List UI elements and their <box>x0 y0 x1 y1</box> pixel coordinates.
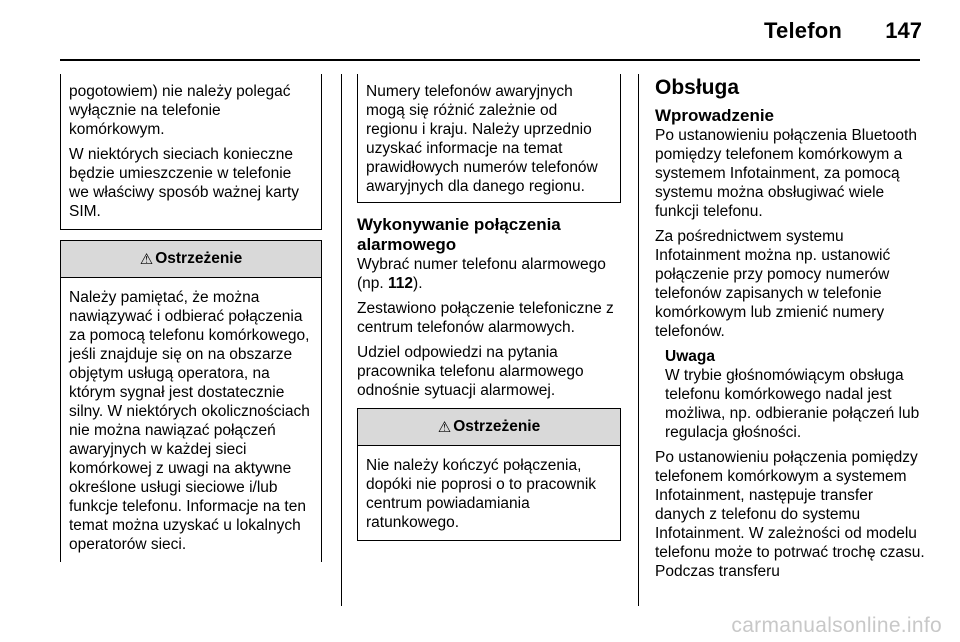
text: ). <box>413 275 423 292</box>
paragraph: pogotowiem) nie należy polegać wyłącznie na telefonie komórkowym. <box>69 83 291 138</box>
paragraph <box>357 255 621 293</box>
section-heading: Wykonywanie połączenia alarmowego <box>357 215 561 254</box>
continuation-box <box>60 74 322 230</box>
emergency-number: 112 <box>388 275 414 292</box>
note-title: Uwaga <box>665 348 715 365</box>
warning-triangle-icon: ⚠ <box>139 251 154 268</box>
column-divider <box>638 74 639 606</box>
warning-title: Ostrzeżenie <box>155 250 243 267</box>
paragraph: Zestawiono połączenie telefoniczne z centrum telefonów alarmowych. <box>357 300 614 336</box>
page-header <box>0 0 960 60</box>
section-heading: Wprowadzenie <box>655 106 775 125</box>
column-3 <box>655 72 925 587</box>
paragraph: Po ustanowieniu połączenia pomiędzy telefonem komórkowym a systemem Infotainment, następuje transfer danych z telefonu do systemu Infotainment. W zależności od modelu telefonu może to potrwać trochę czasu. Podczas transferu <box>655 449 925 580</box>
chapter-heading: Obsługa <box>655 76 740 99</box>
warning-box <box>357 408 621 541</box>
column-divider <box>341 74 342 606</box>
column-2 <box>357 74 621 541</box>
warning-header <box>358 409 620 446</box>
text: Wybrać numer telefonu alarmowego (np. <box>357 256 606 292</box>
paragraph: Numery telefonów awaryjnych mogą się różnić zależnie od regionu i kraju. Należy uprzednio uzyskać informacje na temat prawidłowych numerów telefonów awaryjnych dla danego regionu. <box>366 83 598 195</box>
warning-triangle-icon: ⚠ <box>437 419 452 436</box>
page-number: 147 <box>885 18 922 43</box>
paragraph: Udziel odpowiedzi na pytania pracownika telefonu alarmowego odnośnie sytuacji alarmowej. <box>357 344 584 399</box>
paragraph: Za pośrednictwem systemu Infotainment można np. ustanowić połączenie przy pomocy numerów telefonów zapisanych w telefonie komórkowym lub zmienić numery telefonów. <box>655 228 891 340</box>
paragraph: W niektórych sieciach konieczne będzie umieszczenie w telefonie we właściwy sposób ważnej karty SIM. <box>69 146 300 220</box>
paragraph: Po ustanowieniu połączenia Bluetooth pomiędzy telefonem komórkowym a systemem Infotainment, za pomocą systemu można obsługiwać wiele funkcji telefonu. <box>655 127 917 220</box>
note-text: W trybie głośnomówiącym obsługa telefonu komórkowego nadal jest możliwa, np. odbieranie połączeń lub regulacja głośności. <box>665 367 920 441</box>
warning-text: Nie należy kończyć połączenia, dopóki nie poprosi o to pracownik centrum powiadamiania ratunkowego. <box>366 457 597 531</box>
column-1 <box>60 74 322 562</box>
warning-header <box>61 241 321 278</box>
header-rule <box>60 59 920 61</box>
warning-box <box>60 240 322 562</box>
warning-text: Należy pamiętać, że można nawiązywać i odbierać połączenia za pomocą telefonu komórkowego, jeśli znajduje się on na obszarze objętym usługą operatora, na którym sygnał jest dostatecznie silny. W niektórych okolicznościach nie można nawiązać połączeń awaryjnych w każdej sieci komórkowej z uwagi na aktywne określone usługi sieciowe i/lub funkcje telefonu. Informacje na ten temat można uzyskać u lokalnych operatorów sieci. <box>69 289 310 553</box>
warning-title: Ostrzeżenie <box>453 418 541 435</box>
page-title: Telefon <box>764 18 842 43</box>
watermark: carmanualsonline.info <box>731 614 942 637</box>
note-block <box>665 347 925 442</box>
info-box <box>357 74 621 203</box>
